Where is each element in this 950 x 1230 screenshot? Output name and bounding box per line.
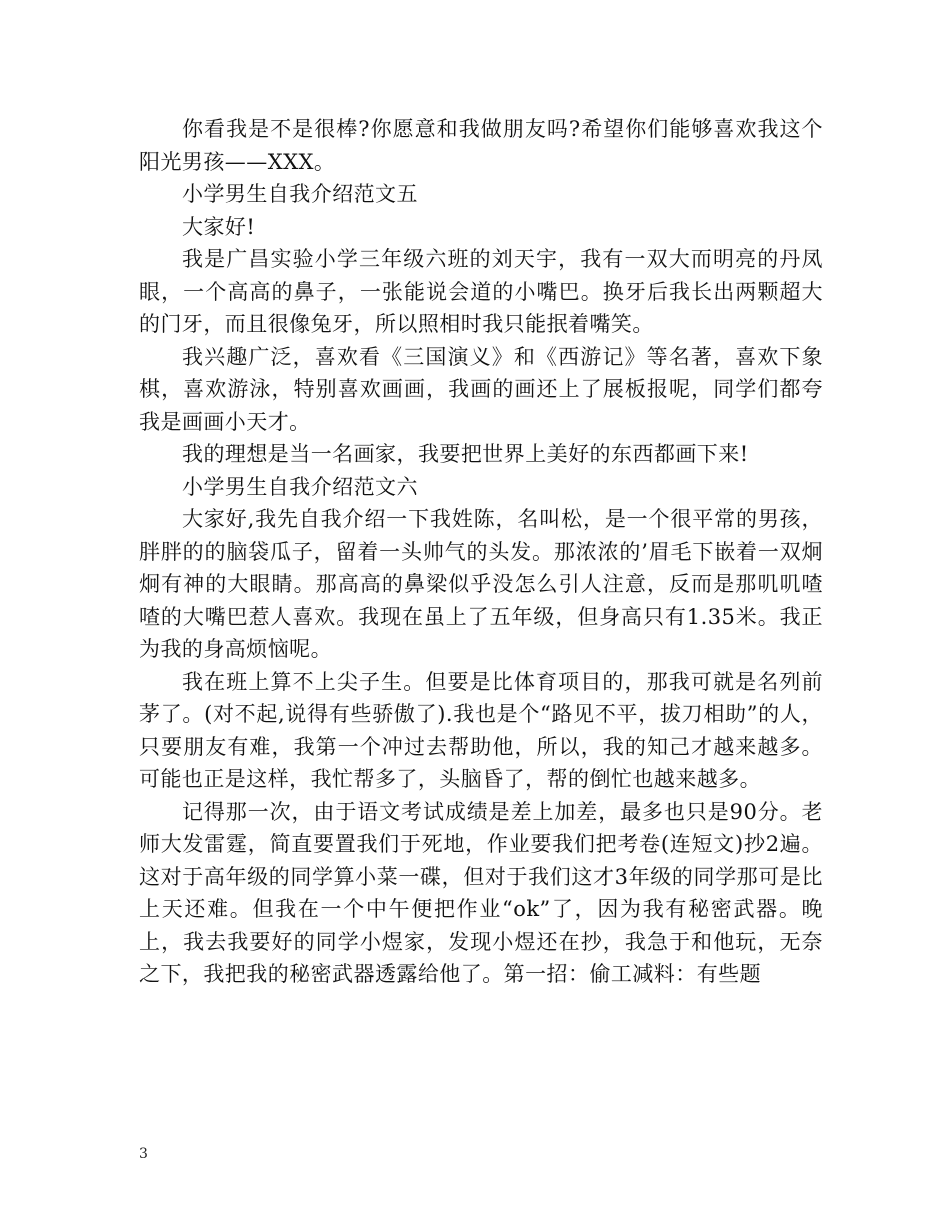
- greeting-paragraph: 大家好!: [182, 214, 256, 239]
- paragraph-self-description: 我是广昌实验小学三年级六班的刘天宇，我有一双大而明亮的丹凤眼，一个高高的鼻子，一张能说会道的小嘴巴。换牙后我长出两颗超大的门牙，而且很像兔牙，所以照相时我只能抿着嘴笑。: [139, 247, 823, 336]
- paragraph-closing-line: 你看我是不是很棒?你愿意和我做朋友吗?希望你们能够喜欢我这个阳光男孩——XXX。: [139, 117, 823, 174]
- section-heading-five: 小学男生自我介绍范文五: [182, 182, 418, 206]
- page-number: 3: [139, 1146, 148, 1162]
- paragraph-class-performance: 我在班上算不上尖子生。但要是比体育项目的，那我可就是名列前茅了。(对不起,说得有些骄傲了).我也是个“路见不平，拔刀相助”的人，只要朋友有难，我第一个冲过去帮助他，所以，我的知己才越来越多。可能也正是这样，我忙帮多了，头脑昏了，帮的倒忙也越来越多。: [139, 669, 823, 791]
- paragraph-hobbies: 我兴趣广泛，喜欢看《三国演义》和《西游记》等名著，喜欢下象棋，喜欢游泳，特别喜欢画画，我画的画还上了展板报呢，同学们都夸我是画画小天才。: [139, 344, 823, 434]
- paragraph-introduction-chen: 大家好,我先自我介绍一下我姓陈，名叫松，是一个很平常的男孩，胖胖的的脑袋瓜子，留着一头帅气的头发。那浓浓的’眉毛下嵌着一双炯炯有神的大眼睛。那高高的鼻梁似乎没怎么引人注意，反而是那叽叽喳喳的大嘴巴惹人喜欢。我现在虽上了五年级，但身高只有1.35米。我正为我的身高烦恼呢。: [139, 507, 823, 661]
- paragraph-exam-story: 记得那一次，由于语文考试成绩是差上加差，最多也只是90分。老师大发雷霆，简直要置我们于死地，作业要我们把考卷(连短文)抄2遍。这对于高年级的同学算小菜一碟，但对于我们这才3年级的同学那可是比上天还难。但我在一个中午便把作业“ok”了，因为我有秘密武器。晚上，我去我要好的同学小煜家，发现小煜还在抄，我急于和他玩，无奈之下，我把我的秘密武器透露给他了。第一招：偷工减料：有些题: [139, 799, 823, 986]
- document-body: [139, 113, 823, 991]
- paragraph-dream: 我的理想是当一名画家，我要把世界上美好的东西都画下来!: [182, 442, 749, 466]
- section-heading-six: 小学男生自我介绍范文六: [182, 474, 418, 499]
